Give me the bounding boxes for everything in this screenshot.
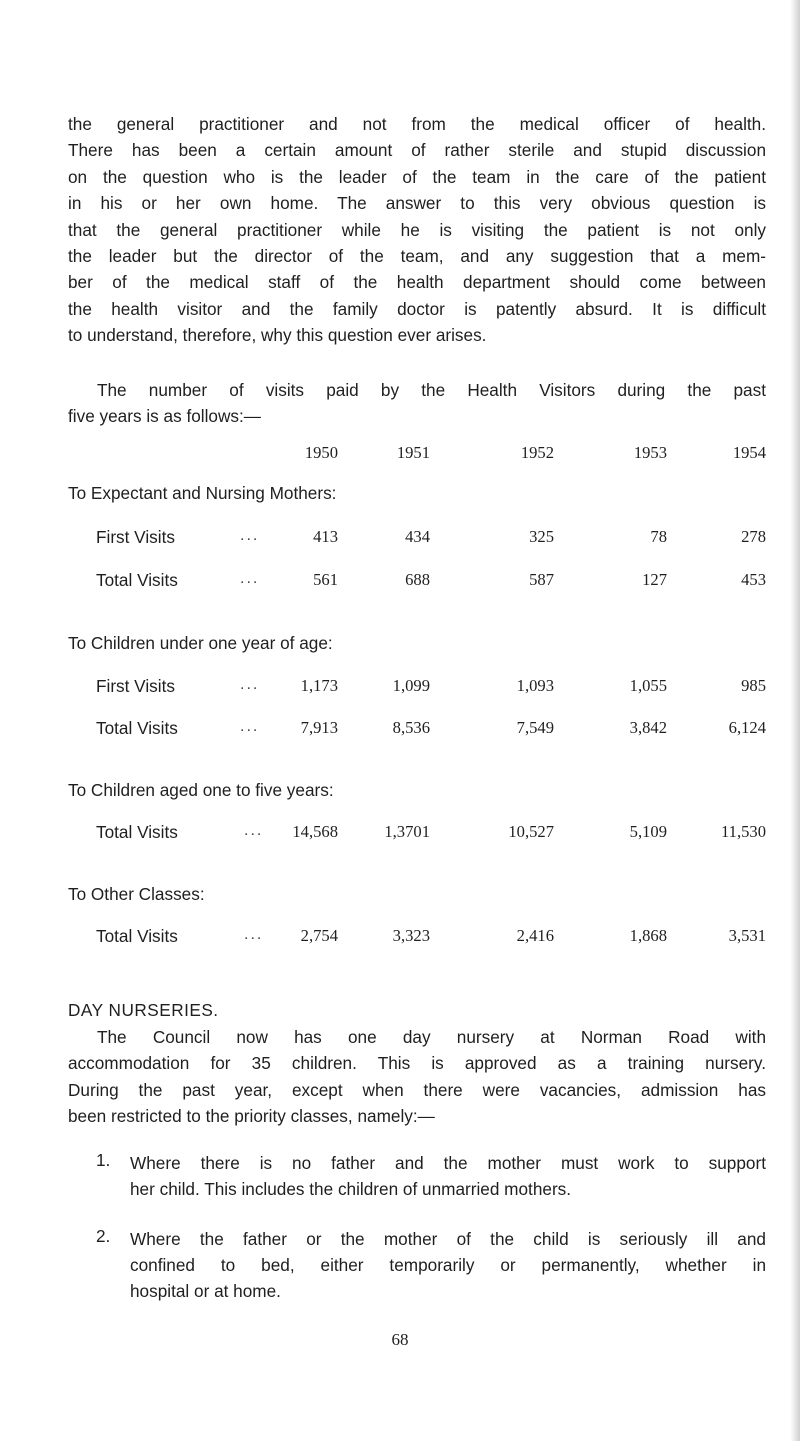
section-title: DAY NURSERIES.: [68, 1000, 219, 1020]
table-cell: 434: [405, 527, 430, 546]
row-label: First Visits: [96, 527, 175, 547]
row-label: First Visits: [96, 676, 175, 696]
year-header: 1954: [732, 443, 766, 462]
text-line: Where there is no father and the mother must work to support: [130, 1153, 766, 1173]
year-header: 1950: [304, 443, 338, 462]
text-line: on the question who is the leader of the team in the care of the patient: [68, 166, 766, 187]
table-cell: 11,530: [720, 822, 766, 841]
list-text: [130, 1150, 766, 1202]
table-cell: 3,531: [728, 926, 766, 945]
table-cell: 1,099: [392, 676, 430, 695]
table-cell: 5,109: [629, 822, 667, 841]
section-heading: To Expectant and Nursing Mothers:: [68, 483, 337, 503]
list-text: [130, 1226, 766, 1304]
row-label: Total Visits: [96, 926, 178, 946]
section-heading: To Other Classes:: [68, 884, 205, 904]
page-edge-shadow: [790, 0, 800, 1441]
table-cell: 7,913: [300, 718, 338, 737]
table-cell: 1,173: [300, 676, 338, 695]
row-label: Total Visits: [96, 718, 178, 738]
leader-dots: ...: [240, 527, 260, 544]
text-line: the general practitioner and not from the medical officer of health.: [68, 114, 766, 134]
text-line: her child. This includes the children of unmarried mothers.: [130, 1179, 572, 1199]
text-line: The number of visits paid by the Health Visitors during the past: [97, 380, 766, 400]
table-cell: 1,868: [629, 926, 667, 945]
section-heading: To Children under one year of age:: [68, 633, 333, 653]
list-number: 2.: [96, 1226, 111, 1246]
year-header: 1952: [520, 443, 554, 462]
year-header: 1953: [633, 443, 667, 462]
table-cell: 6,124: [728, 718, 766, 737]
table-cell: 688: [405, 570, 430, 589]
table-cell: 127: [642, 570, 667, 589]
section-heading: To Children aged one to five years:: [68, 780, 334, 800]
table-cell: 10,527: [508, 822, 554, 841]
table-cell: 587: [529, 570, 554, 589]
text-line: hospital or at home.: [130, 1281, 281, 1301]
year-header: 1951: [396, 443, 430, 462]
text-line: five years is as follows:—: [68, 406, 261, 427]
table-cell: 1,055: [629, 676, 667, 695]
table-cell: 3,842: [629, 718, 667, 737]
leader-dots: ...: [244, 926, 264, 943]
table-cell: 2,416: [516, 926, 554, 945]
text-line: to understand, therefore, why this question ever arises.: [68, 325, 487, 346]
nurseries-paragraph: [68, 1024, 766, 1130]
table-cell: 1,093: [516, 676, 554, 695]
row-label: Total Visits: [96, 570, 178, 590]
table-cell: 8,536: [392, 718, 430, 737]
table-cell: 325: [529, 527, 554, 546]
text-line: the health visitor and the family doctor is patently absurd. It is difficult: [68, 298, 766, 319]
row-label: Total Visits: [96, 822, 178, 842]
table-cell: 1,3701: [384, 822, 430, 841]
table-cell: 278: [741, 527, 766, 546]
text-line: in his or her own home. The answer to this very obvious question is: [68, 193, 766, 214]
opening-paragraph: [68, 111, 766, 349]
text-line: been restricted to the priority classes, namely:—: [68, 1106, 435, 1127]
table-cell: 985: [741, 676, 766, 695]
table-cell: 78: [650, 527, 667, 546]
text-line: accommodation for 35 children. This is approved as a training nursery.: [68, 1053, 766, 1074]
table-cell: 2,754: [300, 926, 338, 945]
table-cell: 7,549: [516, 718, 554, 737]
text-line: There has been a certain amount of rather sterile and stupid discussion: [68, 140, 766, 161]
table-cell: 3,323: [392, 926, 430, 945]
leader-dots: ...: [240, 570, 260, 587]
text-line: that the general practitioner while he is visiting the patient is not only: [68, 219, 766, 240]
leader-dots: ...: [244, 822, 264, 839]
table-cell: 413: [313, 527, 338, 546]
text-line: ber of the medical staff of the health department should come between: [68, 272, 766, 293]
table-cell: 14,568: [292, 822, 338, 841]
table-cell: 453: [741, 570, 766, 589]
text-line: During the past year, except when there were vacancies, admission has: [68, 1079, 766, 1100]
page-number: 68: [391, 1330, 409, 1349]
text-line: confined to bed, either temporarily or permanently, whether in: [130, 1255, 766, 1275]
table-intro: [68, 377, 766, 430]
leader-dots: ...: [240, 676, 260, 693]
text-line: The Council now has one day nursery at Norman Road with: [97, 1027, 766, 1047]
list-number: 1.: [96, 1150, 111, 1170]
text-line: the leader but the director of the team, and any suggestion that a mem-: [68, 246, 766, 267]
leader-dots: ...: [240, 718, 260, 735]
table-cell: 561: [313, 570, 338, 589]
text-line: Where the father or the mother of the child is seriously ill and: [130, 1229, 766, 1249]
